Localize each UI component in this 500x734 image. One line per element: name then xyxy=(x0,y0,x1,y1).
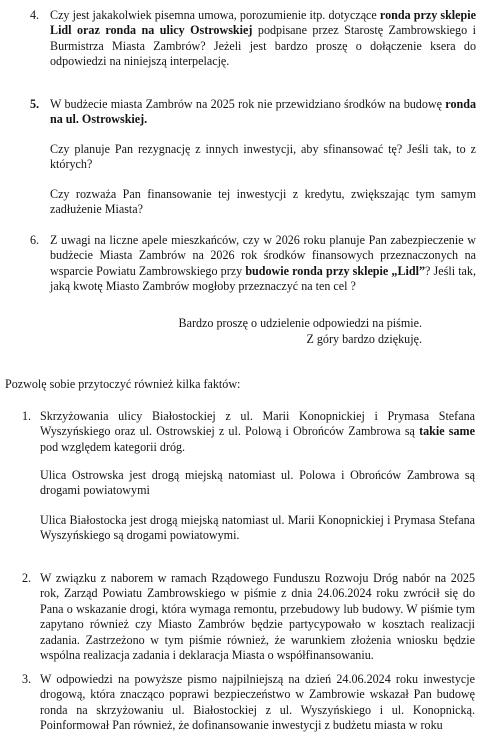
fact-1-text: Skrzyżowania ulicy Białostockiej z ul. Marii Konopnickiej i Prymasa Stefana Wyszyńskiego oraz ul. Ostrowskiej z ul. Polową i Obrońców Zambrowa są takie same pod względem kategorii dróg. xyxy=(40,409,475,454)
fact-1-bold: takie same xyxy=(419,424,475,439)
question-5-bold: ronda na ul. Ostrowskiej. xyxy=(50,97,476,127)
question-6-number: 6. xyxy=(30,233,40,247)
fact-2-number: 2. xyxy=(22,571,32,585)
question-5-paragraph-3: Czy rozważa Pan finansowanie tej inwestycji z kredytu, zwiększając tym samym zadłużenie Miasta? xyxy=(50,187,476,217)
facts-intro: Pozwolę sobie przytoczyć również kilka faktów: xyxy=(5,377,241,391)
question-6-text: Z uwagi na liczne apele mieszkańców, czy w 2026 roku planuje Pan zabezpieczenie w budżecie Miasta Zambrów na 2026 rok środków finansowych przeznaczonych na wsparcie Powiatu Zambrowskiego przy budowie ronda przy sklepie „Lidl”? Jeśli tak, jaką kwotę Miasto Zambrów mogłoby przeznaczyć na ten cel ? xyxy=(50,233,476,294)
fact-1-paragraph-3: Ulica Białostocka jest drogą miejską natomiast ul. Marii Konopnickiej i Prymasa Stefana Wyszyńskiego są drogami powiatowymi. xyxy=(40,513,475,543)
closing-line-2: Z góry bardzo dziękuję. xyxy=(306,332,422,346)
question-4-bold: ronda przy sklepie Lidl oraz ronda na ulicy Ostrowskiej xyxy=(50,8,476,38)
closing-line-1: Bardzo proszę o udzielenie odpowiedzi na piśmie. xyxy=(178,316,422,330)
fact-3-number: 3. xyxy=(22,672,32,686)
question-4-text: Czy jest jakakolwiek pisemna umowa, porozumienie itp. dotyczące ronda przy sklepie Lidl oraz ronda na ulicy Ostrowskiej podpisane przez Starostę Zambrowskiego i Burmistrza Miasta Zambrów? Jeżeli jest bardzo proszę o dołączenie ksera do odpowiedzi na niniejszą interpelację. xyxy=(50,8,477,69)
fact-1-paragraph-2: Ulica Ostrowska jest drogą miejską natomiast ul. Polowa i Obrońców Zambrowa są drogami powiatowymi xyxy=(40,468,475,498)
question-5-text: W budżecie miasta Zambrów na 2025 rok nie przewidziano środków na budowę ronda na ul. Ostrowskiej. xyxy=(50,97,476,127)
question-5-number: 5. xyxy=(30,97,40,111)
fact-3-text: W odpowiedzi na powyższe pismo najpilniejszą na dzień 24.06.2024 roku inwestycje drogową, która znacząco poprawi bezpieczeństwo w Zambrowie wskazał Pan budowę ronda na skrzyżowaniu ul. Białostockiej z ul. Wyszyńskiego i ul. Konopnicką. Poinformował Pan również, że dofinansowanie inwestycji z budżetu miasta w roku xyxy=(40,672,475,733)
question-5-paragraph-2: Czy planuje Pan rezygnację z innych inwestycji, aby sfinansować tę? Jeśli tak, to z których? xyxy=(50,142,476,172)
fact-2-text: W związku z naborem w ramach Rządowego Funduszu Rozwoju Dróg nabór na 2025 rok, Zarząd Powiatu Zambrowskiego w piśmie z dnia 24.06.2024 roku zwrócił się do Pana o wskazanie drogi, która wymaga remontu, przebudowy lub budowy. W piśmie tym zapytano również czy Miasto Zambrów będzie partycypowało w kosztach realizacji zadania. Zastrzeżono w tym piśmie również, że warunkiem złożenia wniosku będzie wspólna realizacja zadania i deklaracja Miasta o współfinansowaniu. xyxy=(40,571,475,663)
fact-1-number: 1. xyxy=(22,409,32,423)
question-6-bold: budowie ronda przy sklepie „Lidl” xyxy=(245,263,426,278)
question-4-number: 4. xyxy=(30,8,40,22)
